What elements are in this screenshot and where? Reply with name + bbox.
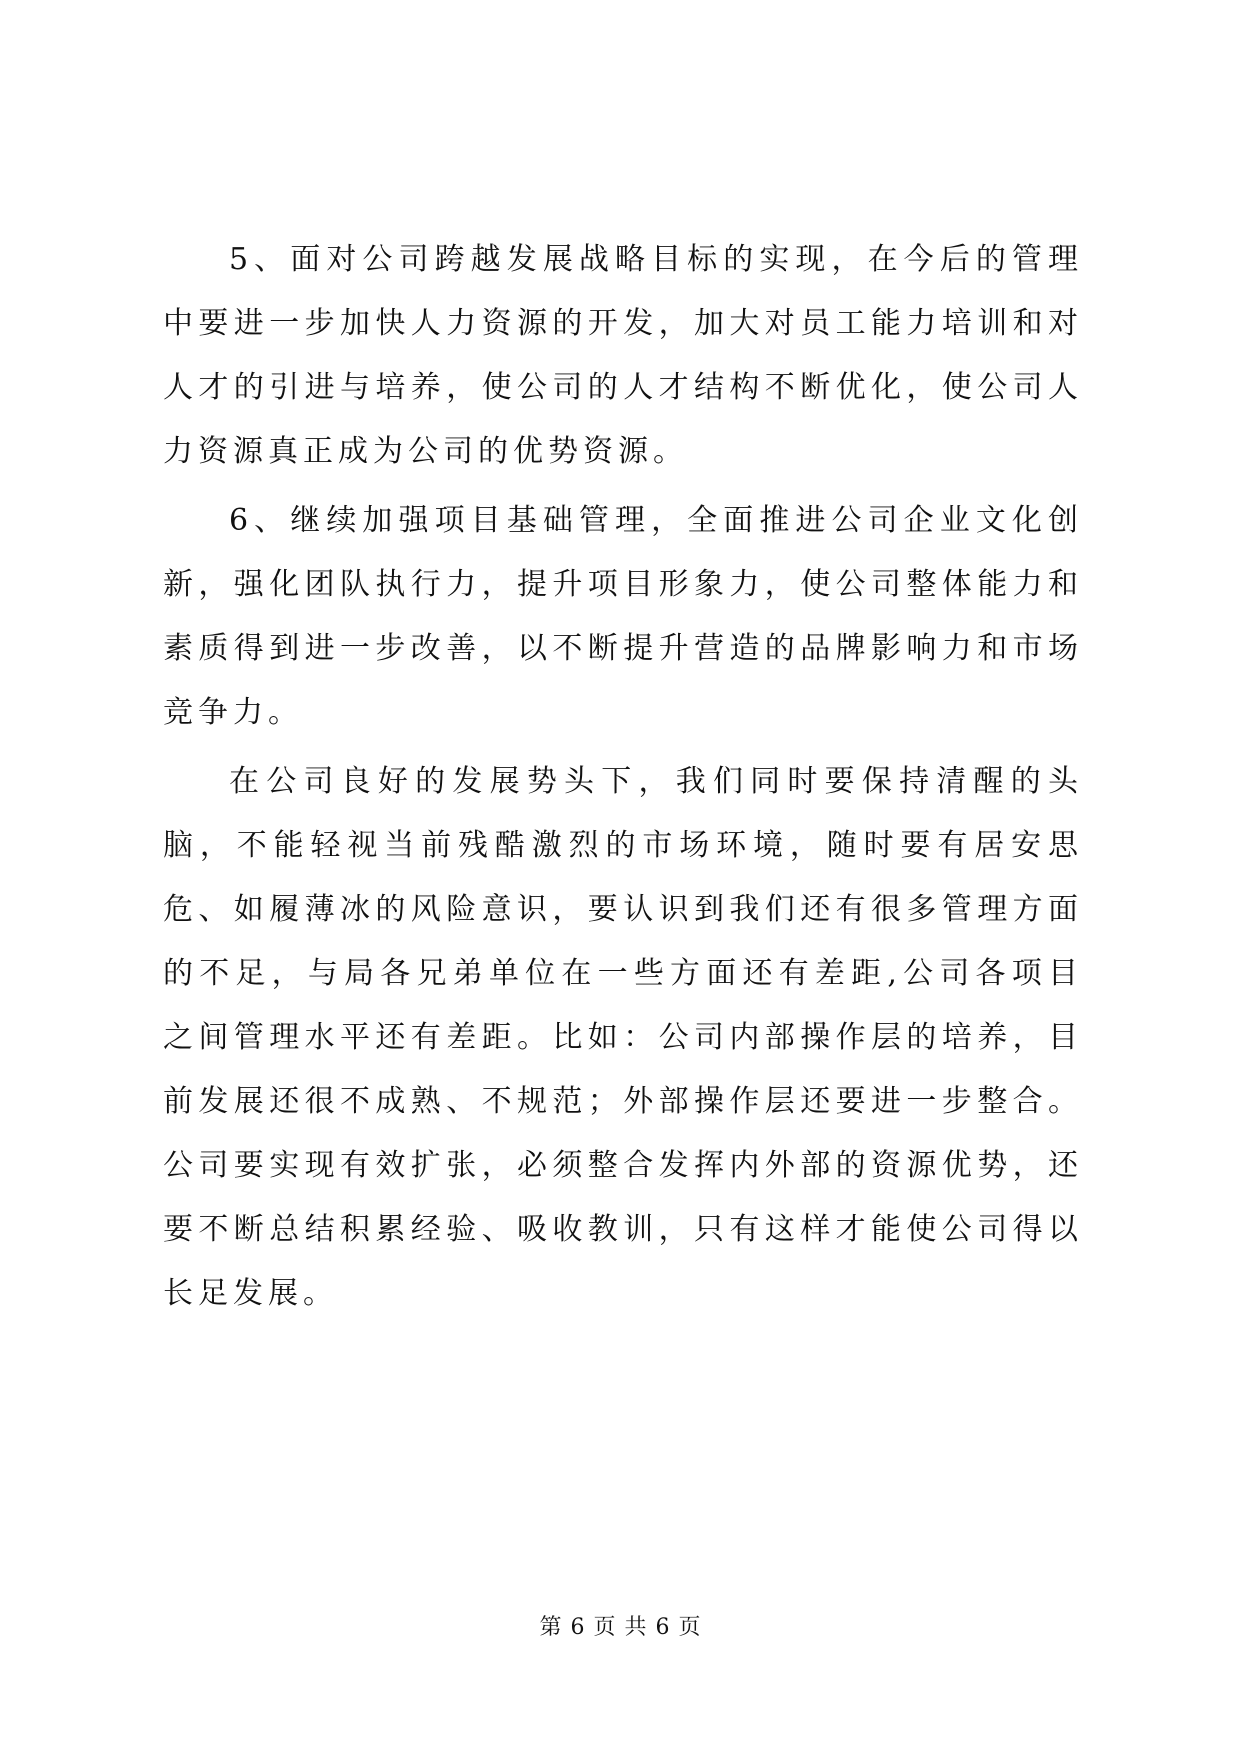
paragraph-conclusion: 在公司良好的发展势头下，我们同时要保持清醒的头脑，不能轻视当前残酷激烈的市场环境，随时要有居安思危、如履薄冰的风险意识，要认识到我们还有很多管理方面的不足，与局各兄弟单位在一些方面还有差距,公司各项目之间管理水平还有差距。比如：公司内部操作层的培养，目前发展还很不成熟、不规范；外部操作层还要进一步整合。公司要实现有效扩张，必须整合发挥内外部的资源优势，还要不断总结积累经验、吸收教训，只有这样才能使公司得以长足发展。	[163, 764, 1083, 1311]
document-body	[163, 228, 1083, 1331]
paragraph-item-5: 5、面对公司跨越发展战略目标的实现，在今后的管理中要进一步加快人力资源的开发，加大对员工能力培训和对人才的引进与培养，使公司的人才结构不断优化，使公司人力资源真正成为公司的优势资源。	[163, 242, 1083, 469]
page-number-footer: 第 6 页 共 6 页	[539, 1615, 702, 1640]
paragraph-item-6: 6、继续加强项目基础管理，全面推进公司企业文化创新，强化团队执行力，提升项目形象力，使公司整体能力和素质得到进一步改善，以不断提升营造的品牌影响力和市场竞争力。	[163, 503, 1083, 730]
